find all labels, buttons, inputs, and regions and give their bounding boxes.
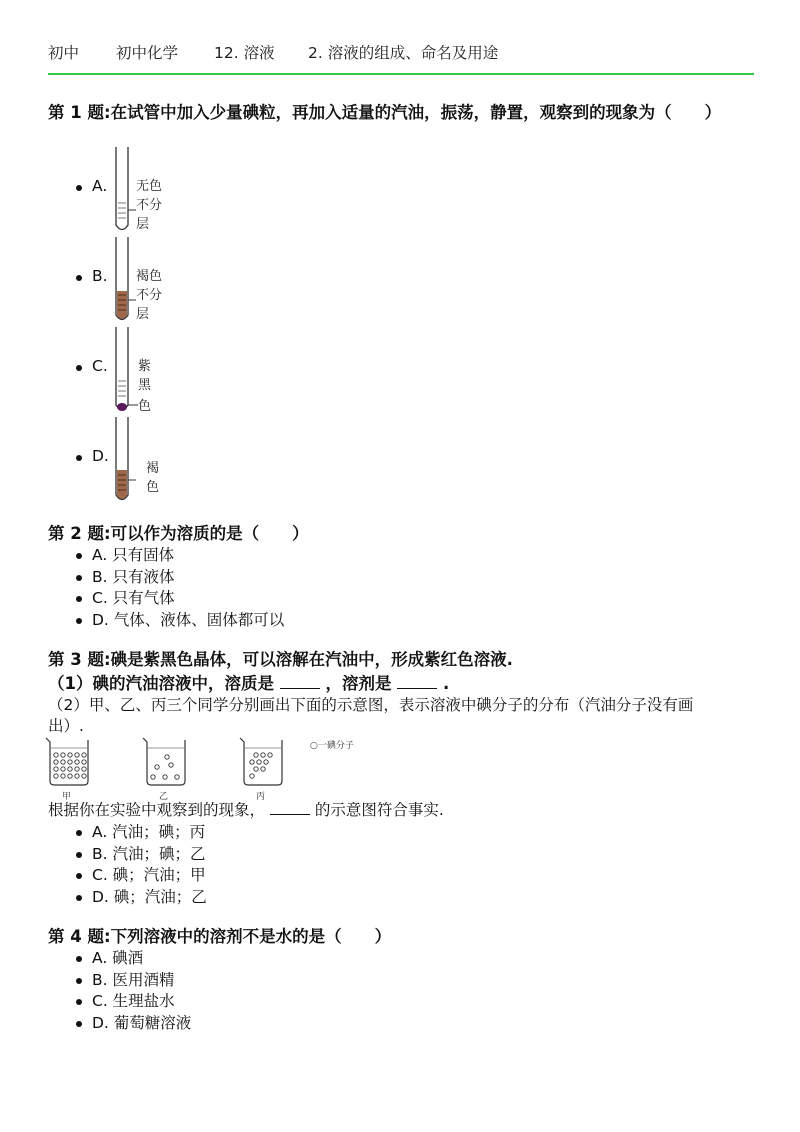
question-3-options xyxy=(48,822,748,908)
option-b[interactable]: B. 只有液体 xyxy=(48,567,748,589)
option-a[interactable]: A. 碘酒 xyxy=(48,948,748,970)
tube-label-1: 无色 xyxy=(136,179,163,194)
option-d[interactable]: D. 葡萄糖溶液 xyxy=(48,1013,748,1035)
question-1-option-b[interactable] xyxy=(48,235,348,323)
question-1-option-c[interactable] xyxy=(48,325,348,413)
beakers-figure xyxy=(44,735,384,801)
part-1-end: . xyxy=(442,674,450,693)
question-3-conclusion xyxy=(48,800,754,822)
option-label: A. xyxy=(92,177,108,195)
tube-label-1: 褐 xyxy=(146,461,160,476)
option-b[interactable]: B. 汽油；碘；乙 xyxy=(48,844,748,866)
question-number: 第 3 题: xyxy=(48,650,111,669)
question-stem: 可以作为溶质的是（ ） xyxy=(110,524,309,543)
blank-figure[interactable] xyxy=(270,800,310,815)
question-4-options xyxy=(48,948,748,1034)
breadcrumb-section[interactable]: 2. 溶液的组成、命名及用途 xyxy=(308,44,499,62)
option-c[interactable]: C. 生理盐水 xyxy=(48,991,748,1013)
option-a[interactable]: A. 汽油；碘；丙 xyxy=(48,822,748,844)
test-tube-figure xyxy=(114,145,224,235)
option-b[interactable]: B. 医用酒精 xyxy=(48,970,748,992)
question-3-part-2-line-2: 出）. xyxy=(48,717,84,735)
tube-label-3: 层 xyxy=(136,307,150,322)
molecule-legend: ○一碘分子 xyxy=(310,741,354,751)
beaker-jia xyxy=(46,738,88,801)
bullet xyxy=(76,455,82,461)
option-label: B. xyxy=(92,267,108,285)
tube-label-2: 不分 xyxy=(136,288,163,303)
bullet xyxy=(76,185,82,191)
beaker-bing xyxy=(240,738,282,801)
tube-label-1: 紫 xyxy=(138,359,152,374)
part-1-prefix: （1）碘的汽油溶液中，溶质是 xyxy=(48,674,274,693)
option-label: D. xyxy=(92,447,109,465)
option-a[interactable]: A. 只有固体 xyxy=(48,545,748,567)
beaker-label: 乙 xyxy=(159,792,169,801)
question-number: 第 1 题: xyxy=(48,103,111,122)
tube-label-2: 黑 xyxy=(138,378,152,393)
bullet xyxy=(76,365,82,371)
test-tube-figure xyxy=(114,415,224,505)
option-d[interactable]: D. 碘；汽油；乙 xyxy=(48,887,748,909)
test-tube-figure xyxy=(114,235,224,325)
tube-label-2: 色 xyxy=(146,480,160,495)
blank-solute[interactable] xyxy=(280,674,320,689)
option-c[interactable]: C. 只有气体 xyxy=(48,588,748,610)
tube-label-3: 层 xyxy=(136,217,150,232)
breadcrumb-subject[interactable]: 初中化学 xyxy=(116,44,179,62)
option-c[interactable]: C. 碘；汽油；甲 xyxy=(48,865,748,887)
question-number: 第 4 题: xyxy=(48,927,111,946)
beaker-label: 甲 xyxy=(62,792,72,801)
part-1-mid: ，溶剂是 xyxy=(325,674,392,693)
test-tube-figure xyxy=(114,325,224,415)
option-d[interactable]: D. 气体、液体、固体都可以 xyxy=(48,610,748,632)
question-2-options xyxy=(48,545,748,631)
question-stem: 下列溶液中的溶剂不是水的是（ ） xyxy=(110,927,392,946)
question-2-title xyxy=(48,522,748,545)
breadcrumb-unit[interactable]: 12. 溶液 xyxy=(214,44,275,62)
tube-label-3: 色 xyxy=(138,399,152,414)
question-4-title xyxy=(48,925,748,948)
conclusion-suffix: 的示意图符合事实. xyxy=(314,801,444,819)
question-1-option-a[interactable] xyxy=(48,145,348,233)
question-1-title xyxy=(48,101,748,124)
question-1-option-d[interactable] xyxy=(48,415,348,503)
question-3-part-2-line-1: （2）甲、乙、丙三个同学分别画出下面的示意图，表示溶液中碘分子的分布（汽油分子没有画 xyxy=(48,696,694,714)
option-label: C. xyxy=(92,357,108,375)
blank-solvent[interactable] xyxy=(397,674,437,689)
breadcrumb-level[interactable]: 初中 xyxy=(48,44,80,62)
tube-label-2: 不分 xyxy=(136,198,163,213)
question-3-title xyxy=(48,648,748,671)
question-3-part-1 xyxy=(48,672,748,695)
beaker-yi xyxy=(143,738,185,801)
beaker-label: 丙 xyxy=(256,792,266,801)
bullet xyxy=(76,275,82,281)
tube-label-1: 褐色 xyxy=(136,269,163,284)
question-number: 第 2 题: xyxy=(48,524,111,543)
question-stem: 碘是紫黑色晶体，可以溶解在汽油中，形成紫红色溶液. xyxy=(110,650,513,669)
question-stem: 在试管中加入少量碘粒，再加入适量的汽油，振荡，静置，观察到的现象为（ ） xyxy=(110,103,722,122)
conclusion-prefix: 根据你在实验中观察到的现象， xyxy=(48,801,266,819)
breadcrumb xyxy=(48,39,754,75)
